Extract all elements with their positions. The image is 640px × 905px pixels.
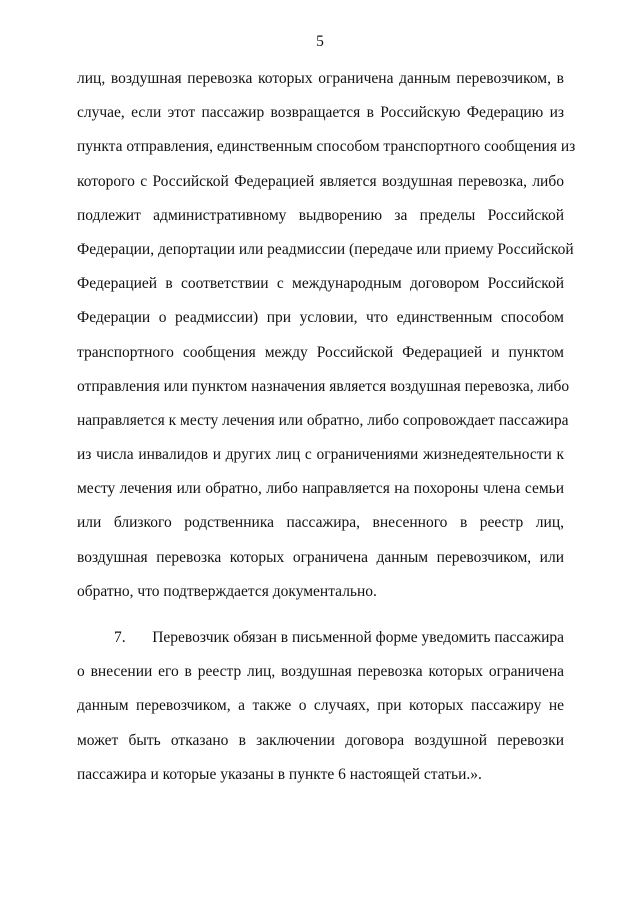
paragraph-first-line: [77, 621, 564, 655]
text-line: о внесении его в реестр лиц, воздушная перевозка которых ограничена: [77, 663, 564, 681]
text-line: данным перевозчиком, а также о случаях, при которых пассажиру не: [77, 697, 564, 715]
text-line: пункта отправления, единственным способом транспортного сообщения из: [77, 138, 576, 156]
page-number: 5: [316, 33, 324, 50]
text-line: месту лечения или обратно, либо направляется на похороны члена семьи: [77, 480, 564, 498]
text-line: подлежит административному выдворению за пределы Российской: [77, 206, 564, 224]
text-line: которого с Российской Федерацией является воздушная перевозка, либо: [77, 172, 564, 190]
text-line: воздушная перевозка которых ограничена данным перевозчиком, или: [77, 548, 564, 566]
text-line: отправления или пунктом назначения является воздушная перевозка, либо: [77, 377, 570, 395]
text-line-last: пассажира и которые указаны в пункте 6 настоящей статьи.».: [77, 765, 482, 783]
text-line: лиц, воздушная перевозка которых ограничена данным перевозчиком, в: [77, 70, 564, 87]
text-line: транспортного сообщения между Российской Федерацией и пунктом: [77, 343, 564, 361]
text-line: может быть отказано в заключении договора воздушной перевозки: [77, 731, 564, 749]
text-line: из числа инвалидов и других лиц с ограничениями жизнедеятельности к: [77, 446, 564, 464]
paragraph-number: 7.: [114, 629, 126, 646]
text-line: Перевозчик обязан в письменной форме уведомить пассажира: [152, 629, 564, 646]
text-line: Федерации, депортации или реадмиссии (передаче или приему Российской: [77, 240, 574, 258]
paragraph-7: [77, 621, 564, 792]
text-line: случае, если этот пассажир возвращается в Российскую Федерацию из: [77, 104, 564, 122]
text-line: или близкого родственника пассажира, внесенного в реестр лиц,: [77, 514, 564, 532]
text-line-last: обратно, что подтверждается документально.: [77, 582, 377, 600]
text-line: направляется к месту лечения или обратно, либо сопровождает пассажира: [77, 411, 569, 429]
text-line: Федерацией в соответствии с международным договором Российской: [77, 275, 564, 293]
text-line: Федерации о реадмиссии) при условии, что единственным способом: [77, 309, 564, 327]
paragraph-continuation: [77, 62, 576, 609]
